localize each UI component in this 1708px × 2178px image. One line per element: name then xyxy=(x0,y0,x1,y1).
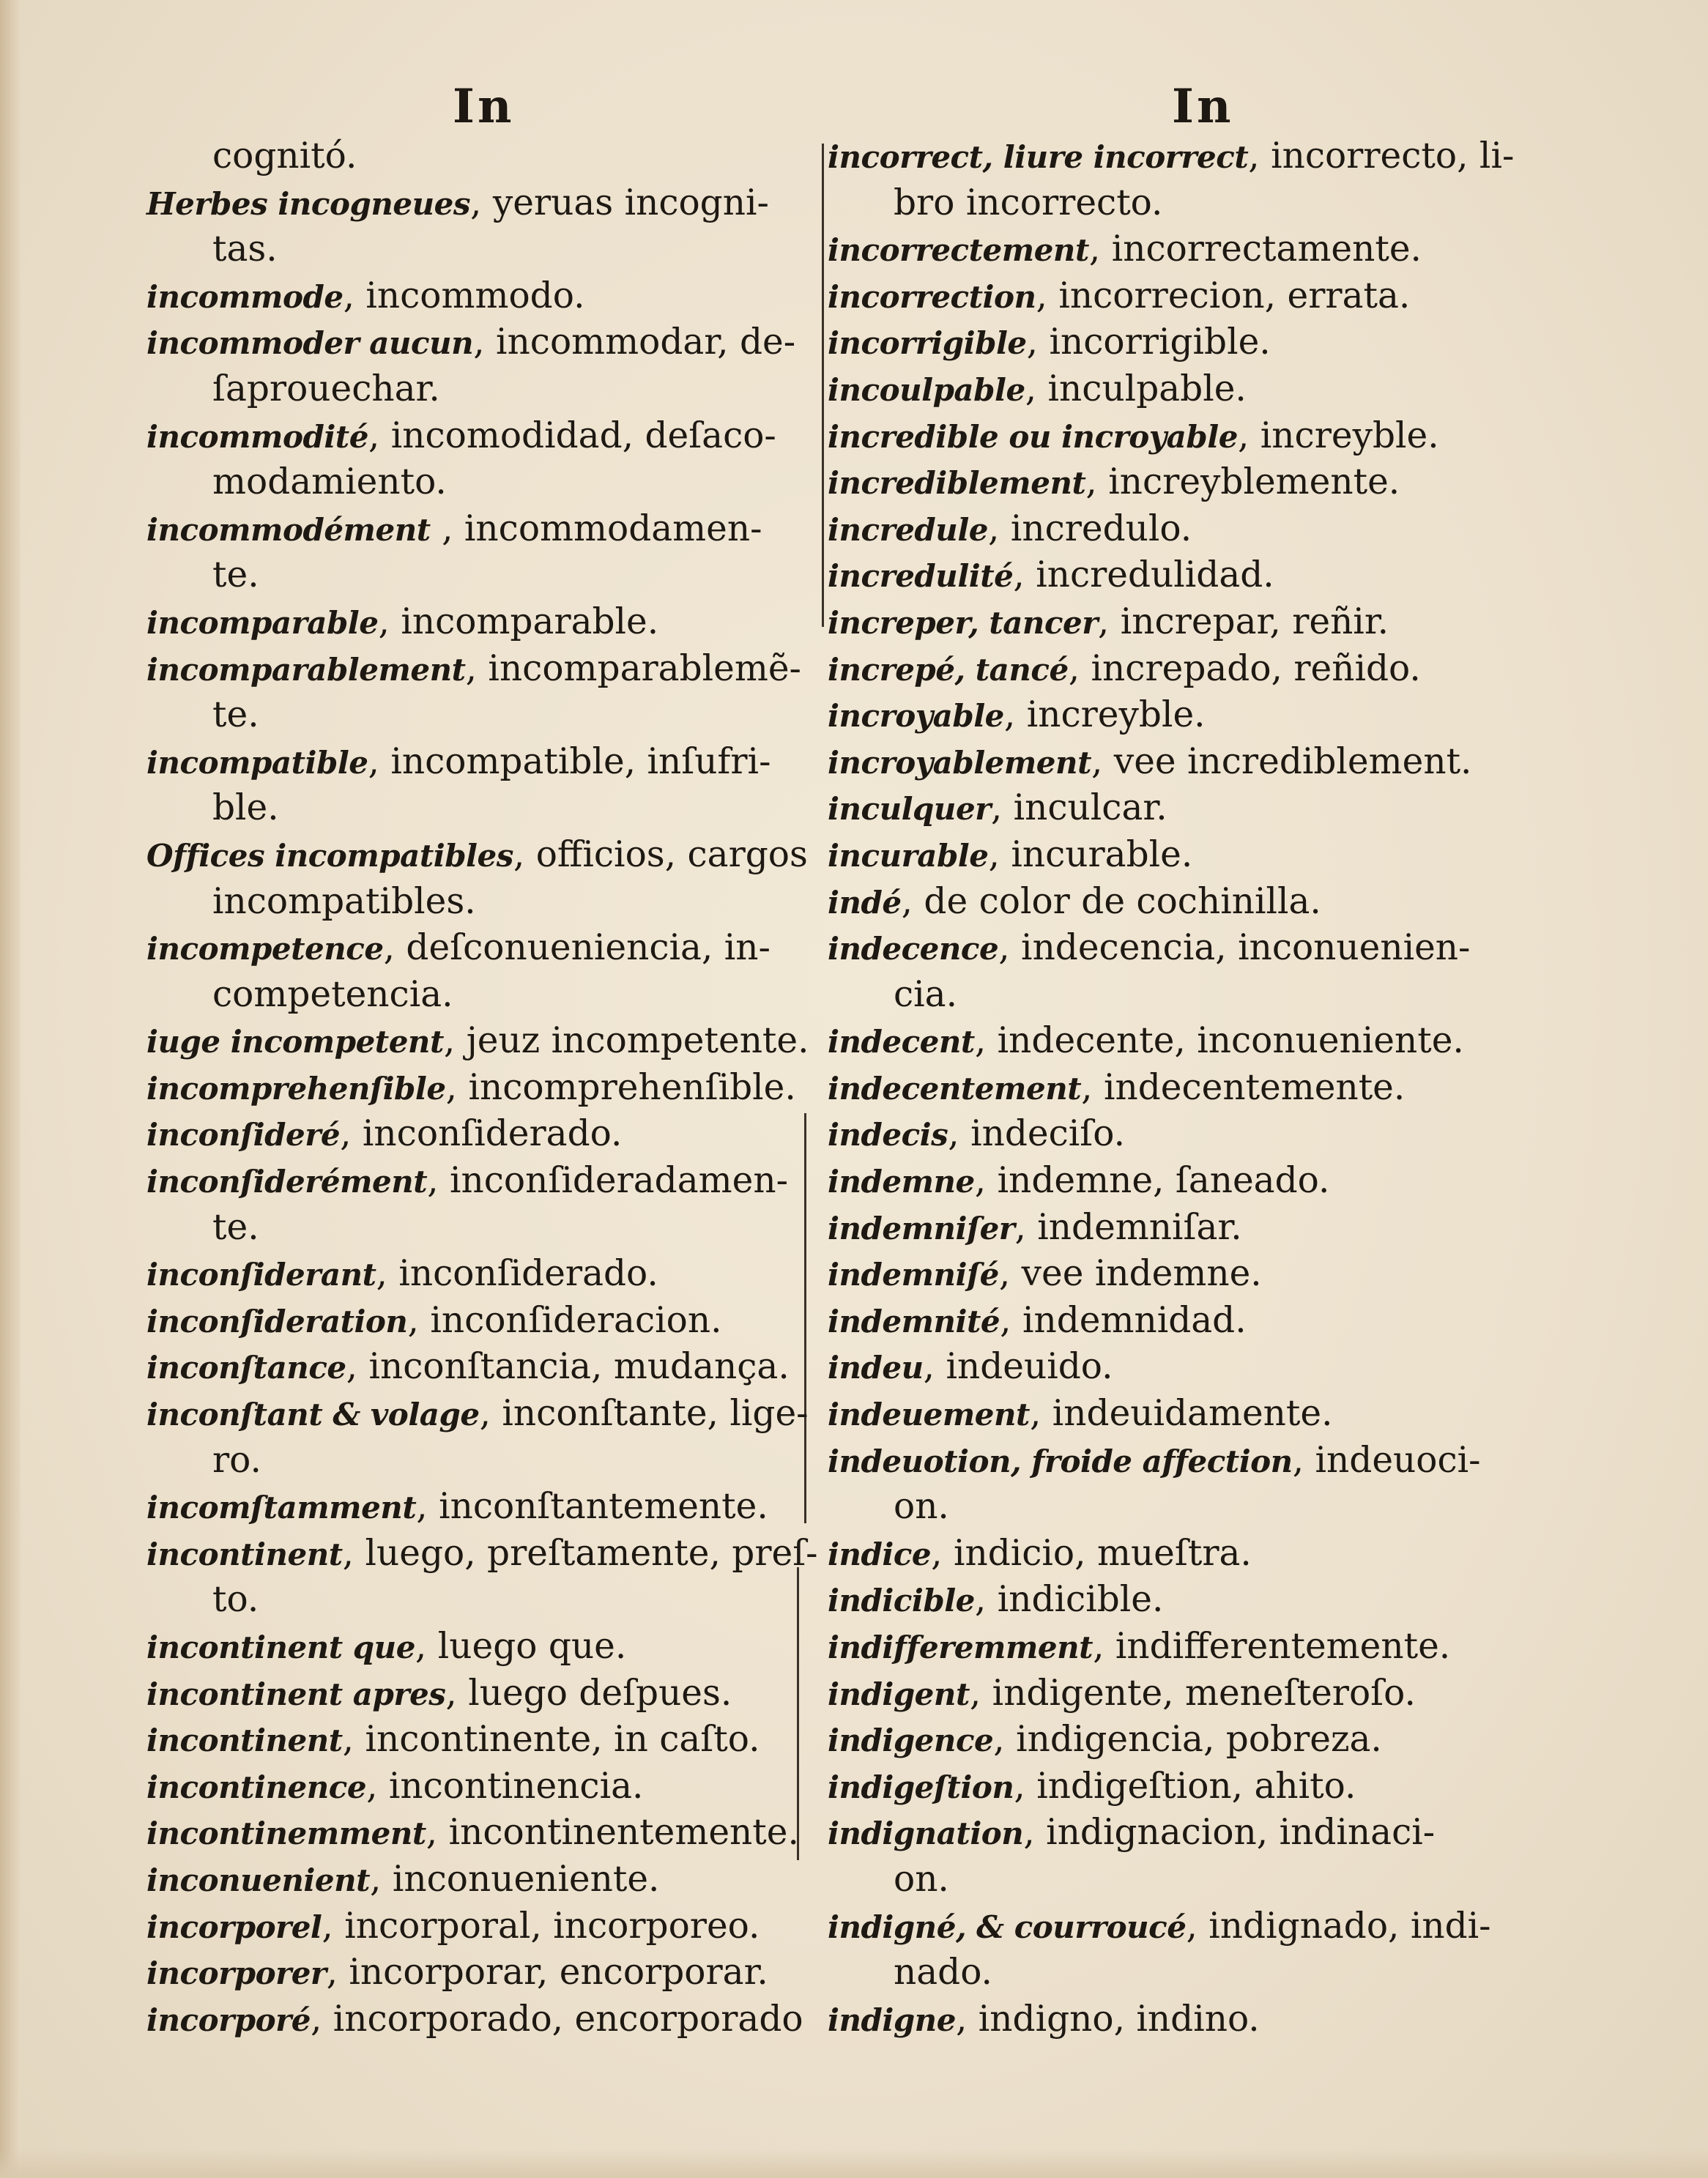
dictionary-line xyxy=(828,925,1575,972)
translation-text: te. xyxy=(212,1206,259,1248)
left-column xyxy=(146,133,883,2043)
headword: incorrigible xyxy=(828,325,1027,362)
dictionary-line xyxy=(146,413,883,460)
translation-text: , inconſtante, lige- xyxy=(479,1393,809,1435)
dictionary-line xyxy=(146,366,883,413)
translation-text: incompatibles. xyxy=(212,880,476,922)
dictionary-line xyxy=(828,133,1575,180)
headword: indecis xyxy=(828,1117,948,1153)
headword: incredulité xyxy=(828,558,1014,595)
translation-text: , incurable. xyxy=(988,833,1193,875)
dictionary-line xyxy=(828,226,1575,273)
translation-text: , jeuz incompetente. xyxy=(443,1020,809,1062)
headword: incorrect, liure incorrect xyxy=(828,139,1249,175)
translation-text: , incontinente, in caſto. xyxy=(342,1719,760,1761)
dictionary-line xyxy=(146,1531,883,1577)
translation-text: nado. xyxy=(894,1952,992,1993)
dictionary-line xyxy=(146,1158,883,1205)
headword: incontinent que xyxy=(146,1629,415,1665)
dictionary-line xyxy=(828,180,1575,227)
dictionary-line xyxy=(146,552,883,599)
translation-text: to. xyxy=(212,1579,259,1621)
dictionary-line xyxy=(146,1996,883,2043)
dictionary-line xyxy=(828,1577,1575,1624)
translation-text: , de color de cochinilla. xyxy=(901,880,1321,922)
headword: incorrectement xyxy=(828,232,1089,269)
translation-text: , incorrecto, li- xyxy=(1248,135,1515,176)
headword: indice xyxy=(828,1536,932,1572)
dictionary-line xyxy=(828,1158,1575,1205)
dictionary-line xyxy=(146,459,883,506)
headword: incommoder aucun xyxy=(146,325,474,362)
headword: indemniſé xyxy=(828,1257,999,1293)
translation-text: , indigencia, pobreza. xyxy=(993,1719,1382,1761)
dictionary-line xyxy=(146,1298,883,1345)
translation-text: , officios, cargos xyxy=(513,833,808,875)
translation-text: , incomparablemẽ- xyxy=(465,647,801,689)
translation-text: , indignado, indi- xyxy=(1186,1905,1491,1947)
translation-text: , indignacion, indinaci- xyxy=(1023,1812,1436,1854)
dictionary-line xyxy=(146,273,883,320)
dictionary-line xyxy=(828,1903,1575,1950)
translation-text: , incorporar, encorporar. xyxy=(326,1952,768,1993)
dictionary-line xyxy=(828,413,1575,460)
dictionary-line xyxy=(828,1344,1575,1391)
dictionary-line xyxy=(146,1018,883,1065)
headword: incontinent xyxy=(146,1536,343,1572)
translation-text: , indecencia, inconuenien- xyxy=(998,927,1471,969)
dictionary-line xyxy=(146,1111,883,1158)
dictionary-line xyxy=(828,273,1575,320)
dictionary-line xyxy=(828,1065,1575,1112)
headword: Herbes incogneues xyxy=(146,185,470,222)
translation-text: , indeciſo. xyxy=(948,1113,1125,1155)
headword: incomparable xyxy=(146,604,379,641)
headword: indecentement xyxy=(828,1070,1082,1107)
translation-text: , luego que. xyxy=(415,1626,627,1667)
dictionary-line xyxy=(828,319,1575,366)
headword: incommodément xyxy=(146,511,431,548)
headword: incontinent xyxy=(146,1722,343,1759)
headword: indigne xyxy=(828,2002,956,2038)
headword: incommode xyxy=(146,278,344,315)
translation-text: , incontinencia. xyxy=(366,1765,644,1807)
translation-text: , inculpable. xyxy=(1025,368,1247,409)
translation-text: , vee incrediblement. xyxy=(1091,740,1472,782)
dictionary-line xyxy=(146,1577,883,1624)
translation-text: , inconſiderado. xyxy=(340,1113,623,1155)
translation-text: cognitó. xyxy=(212,135,357,176)
headword: inconſideration xyxy=(146,1303,408,1339)
translation-text: , inconſideracion. xyxy=(407,1299,722,1341)
dictionary-line xyxy=(828,506,1575,553)
dictionary-line xyxy=(828,1438,1575,1484)
translation-text: , incorporado, encorporado xyxy=(310,1998,803,2040)
translation-text: , indeuidamente. xyxy=(1029,1393,1333,1435)
dictionary-line xyxy=(146,1391,883,1438)
dictionary-line xyxy=(828,459,1575,506)
translation-text: , indicible. xyxy=(974,1579,1164,1621)
dictionary-line xyxy=(146,1065,883,1112)
headword: indé xyxy=(828,884,902,921)
headword: inconſtant & volage xyxy=(146,1397,480,1433)
headword: incomſtamment xyxy=(146,1490,417,1526)
headword: indigent xyxy=(828,1676,970,1712)
dictionary-line xyxy=(146,1624,883,1670)
headword: incorrection xyxy=(828,278,1036,315)
headword: incontinemment xyxy=(146,1815,426,1852)
translation-text: te. xyxy=(212,694,259,736)
dictionary-line xyxy=(146,739,883,786)
translation-text: on. xyxy=(894,1486,949,1528)
headword: iuge incompetent xyxy=(146,1024,444,1060)
translation-text: on. xyxy=(894,1858,949,1900)
headword: incroyablement xyxy=(828,744,1091,781)
dictionary-line xyxy=(828,1810,1575,1856)
dictionary-line xyxy=(828,1251,1575,1298)
headword: inconſideré xyxy=(146,1117,341,1153)
headword: indemniſer xyxy=(828,1210,1015,1246)
headword: indignation xyxy=(828,1815,1024,1852)
translation-text: , incorrecion, errata. xyxy=(1036,275,1411,316)
dictionary-line xyxy=(146,226,883,273)
dictionary-line xyxy=(828,646,1575,693)
headword: indecence xyxy=(828,931,999,967)
dictionary-line xyxy=(146,599,883,646)
dictionary-line xyxy=(146,1670,883,1717)
translation-text: , inconſideradamen- xyxy=(427,1160,788,1202)
dictionary-line xyxy=(828,879,1575,926)
headword: indicible xyxy=(828,1583,975,1619)
translation-text: , incontinentemente. xyxy=(426,1812,799,1854)
dictionary-line xyxy=(828,1205,1575,1252)
translation-text: , increpar, reñir. xyxy=(1097,601,1389,642)
dictionary-line xyxy=(828,1670,1575,1717)
dictionary-line xyxy=(828,692,1575,739)
dictionary-line xyxy=(146,1763,883,1810)
headword: indemnité xyxy=(828,1303,1000,1339)
translation-text: , indeuoci- xyxy=(1292,1439,1481,1481)
translation-text: , incorrectamente. xyxy=(1088,228,1422,270)
translation-text: te. xyxy=(212,554,259,596)
headword: indeuement xyxy=(828,1397,1030,1433)
translation-text: , incommodamen- xyxy=(430,508,762,549)
translation-text: , luego deſpues. xyxy=(445,1672,732,1714)
translation-text: , incredulo. xyxy=(988,508,1192,549)
headword: incoulpable xyxy=(828,371,1025,408)
dictionary-line xyxy=(146,692,883,739)
translation-text: , indemniſar. xyxy=(1014,1206,1242,1248)
translation-text: , incomparable. xyxy=(378,601,659,642)
dictionary-line xyxy=(828,1298,1575,1345)
translation-text: , vee indemne. xyxy=(998,1253,1262,1295)
headword: indigeſtion xyxy=(828,1769,1014,1805)
translation-text: , indigente, meneſteroſo. xyxy=(969,1672,1416,1714)
headword: inconſtance xyxy=(146,1350,346,1386)
dictionary-line xyxy=(828,1624,1575,1670)
translation-text: , inconſiderado. xyxy=(376,1253,658,1295)
headword: indeuotion, froide affection xyxy=(828,1443,1293,1479)
dictionary-line xyxy=(146,133,883,180)
translation-text: , indigeſtion, ahito. xyxy=(1014,1765,1356,1807)
translation-text: , inconſtantemente. xyxy=(416,1486,768,1528)
page-gutter-shadow xyxy=(0,0,21,2178)
dictionary-line xyxy=(146,1251,883,1298)
dictionary-line xyxy=(146,1344,883,1391)
translation-text: , indeuido. xyxy=(923,1346,1113,1388)
dictionary-line xyxy=(828,366,1575,413)
dictionary-line xyxy=(828,1531,1575,1577)
dictionary-line xyxy=(828,1111,1575,1158)
running-header-right: In xyxy=(1172,79,1234,134)
headword: increper, tancer xyxy=(828,604,1098,641)
headword: incurable xyxy=(828,837,989,874)
dictionary-line xyxy=(828,599,1575,646)
translation-text: , indemne, ſaneado. xyxy=(974,1160,1330,1202)
running-header-left: In xyxy=(453,79,515,134)
translation-text: , increpado, reñido. xyxy=(1068,647,1421,689)
translation-text: , increyble. xyxy=(1237,415,1439,456)
dictionary-line xyxy=(828,1763,1575,1810)
headword: inconſiderant xyxy=(146,1257,376,1293)
headword: incorporel xyxy=(146,1908,322,1945)
dictionary-line xyxy=(828,552,1575,599)
headword: incredule xyxy=(828,511,988,548)
headword: incomprehenſible xyxy=(146,1070,446,1107)
dictionary-line xyxy=(146,925,883,972)
headword: incorporer xyxy=(146,1955,327,1992)
dictionary-line xyxy=(146,972,883,1019)
headword: inculquer xyxy=(828,791,991,828)
translation-text: tas. xyxy=(212,228,278,270)
translation-text: , incompatible, inſufri- xyxy=(368,740,771,782)
translation-text: cia. xyxy=(894,973,958,1015)
dictionary-line xyxy=(828,1018,1575,1065)
translation-text: , indemnidad. xyxy=(1000,1299,1247,1341)
translation-text: , indigno, indino. xyxy=(955,1998,1260,2040)
headword: incontinence xyxy=(146,1769,367,1805)
dictionary-line xyxy=(828,1391,1575,1438)
translation-text: , increyble. xyxy=(1003,694,1206,736)
dictionary-line xyxy=(146,785,883,832)
dictionary-line xyxy=(146,1717,883,1763)
headword: incomparablement xyxy=(146,651,466,688)
translation-text: , inconueniente. xyxy=(370,1858,660,1900)
headword: incompatible xyxy=(146,744,368,781)
dictionary-line xyxy=(828,972,1575,1019)
headword: indigence xyxy=(828,1722,994,1759)
page-bottom-edge xyxy=(0,2149,1708,2178)
dictionary-line xyxy=(146,1205,883,1252)
dictionary-line xyxy=(828,785,1575,832)
translation-text: , indecentemente. xyxy=(1081,1066,1406,1108)
dictionary-line xyxy=(146,180,883,227)
dictionary-line xyxy=(146,646,883,693)
headword: incrediblement xyxy=(828,465,1086,502)
headword: indifferemment xyxy=(828,1629,1094,1665)
headword: indecent xyxy=(828,1024,975,1060)
translation-text: , incorporal, incorporeo. xyxy=(322,1905,760,1947)
translation-text: bro incorrecto. xyxy=(894,182,1163,223)
dictionary-line xyxy=(146,506,883,553)
headword: incommodité xyxy=(146,418,368,455)
dictionary-line xyxy=(146,832,883,879)
headword: incontinent apres xyxy=(146,1676,446,1712)
translation-text: , incredulidad. xyxy=(1013,554,1274,596)
translation-text: ro. xyxy=(212,1439,261,1481)
translation-text: , indicio, mueſtra. xyxy=(931,1532,1252,1574)
translation-text: , incomodidad, deſaco- xyxy=(368,415,776,456)
dictionary-line xyxy=(828,1856,1575,1903)
dictionary-line xyxy=(146,1950,883,1996)
translation-text: competencia. xyxy=(212,973,453,1015)
translation-text: , incommodar, de- xyxy=(473,322,796,363)
translation-text: , incomprehenſible. xyxy=(445,1066,796,1108)
headword: incroyable xyxy=(828,698,1004,735)
translation-text: , indifferentemente. xyxy=(1093,1626,1451,1667)
translation-text: , indecente, inconueniente. xyxy=(974,1020,1464,1062)
translation-text: , inculcar. xyxy=(990,787,1167,829)
dictionary-line xyxy=(828,1717,1575,1763)
dictionary-line xyxy=(146,1856,883,1903)
headword: incorporé xyxy=(146,2002,311,2038)
dictionary-line xyxy=(146,879,883,926)
translation-text: , incorrigible. xyxy=(1026,322,1271,363)
headword: indemne xyxy=(828,1164,975,1200)
headword: inconſiderément xyxy=(146,1164,428,1200)
headword: indigné, & courroucé xyxy=(828,1908,1187,1945)
translation-text: , luego, preſtamente, preſ- xyxy=(342,1532,818,1574)
dictionary-line xyxy=(146,1438,883,1484)
headword: Offices incompatibles xyxy=(146,837,513,874)
translation-text: , yeruas incogni- xyxy=(470,182,769,223)
right-column xyxy=(828,133,1575,2043)
dictionary-line xyxy=(828,1484,1575,1531)
dictionary-line xyxy=(146,1903,883,1950)
translation-text: ſaprouechar. xyxy=(212,368,440,409)
translation-text: ble. xyxy=(212,787,279,829)
dictionary-line xyxy=(146,1810,883,1856)
translation-text: , incommodo. xyxy=(343,275,585,316)
dictionary-line xyxy=(146,319,883,366)
headword: increpé, tancé xyxy=(828,651,1069,688)
headword: inconuenient xyxy=(146,1862,371,1898)
dictionary-line xyxy=(146,1484,883,1531)
dictionary-line xyxy=(828,832,1575,879)
dictionary-line xyxy=(828,739,1575,786)
translation-text: , deſconueniencia, in- xyxy=(383,927,771,969)
translation-text: modamiento. xyxy=(212,461,447,503)
headword: indeu xyxy=(828,1350,924,1386)
translation-text: , increyblemente. xyxy=(1085,461,1400,503)
headword: incredible ou incroyable xyxy=(828,418,1238,455)
dictionary-line xyxy=(828,1950,1575,1996)
dictionary-line xyxy=(828,1996,1575,2043)
headword: incompetence xyxy=(146,931,384,967)
translation-text: , inconſtancia, mudança. xyxy=(346,1346,790,1388)
